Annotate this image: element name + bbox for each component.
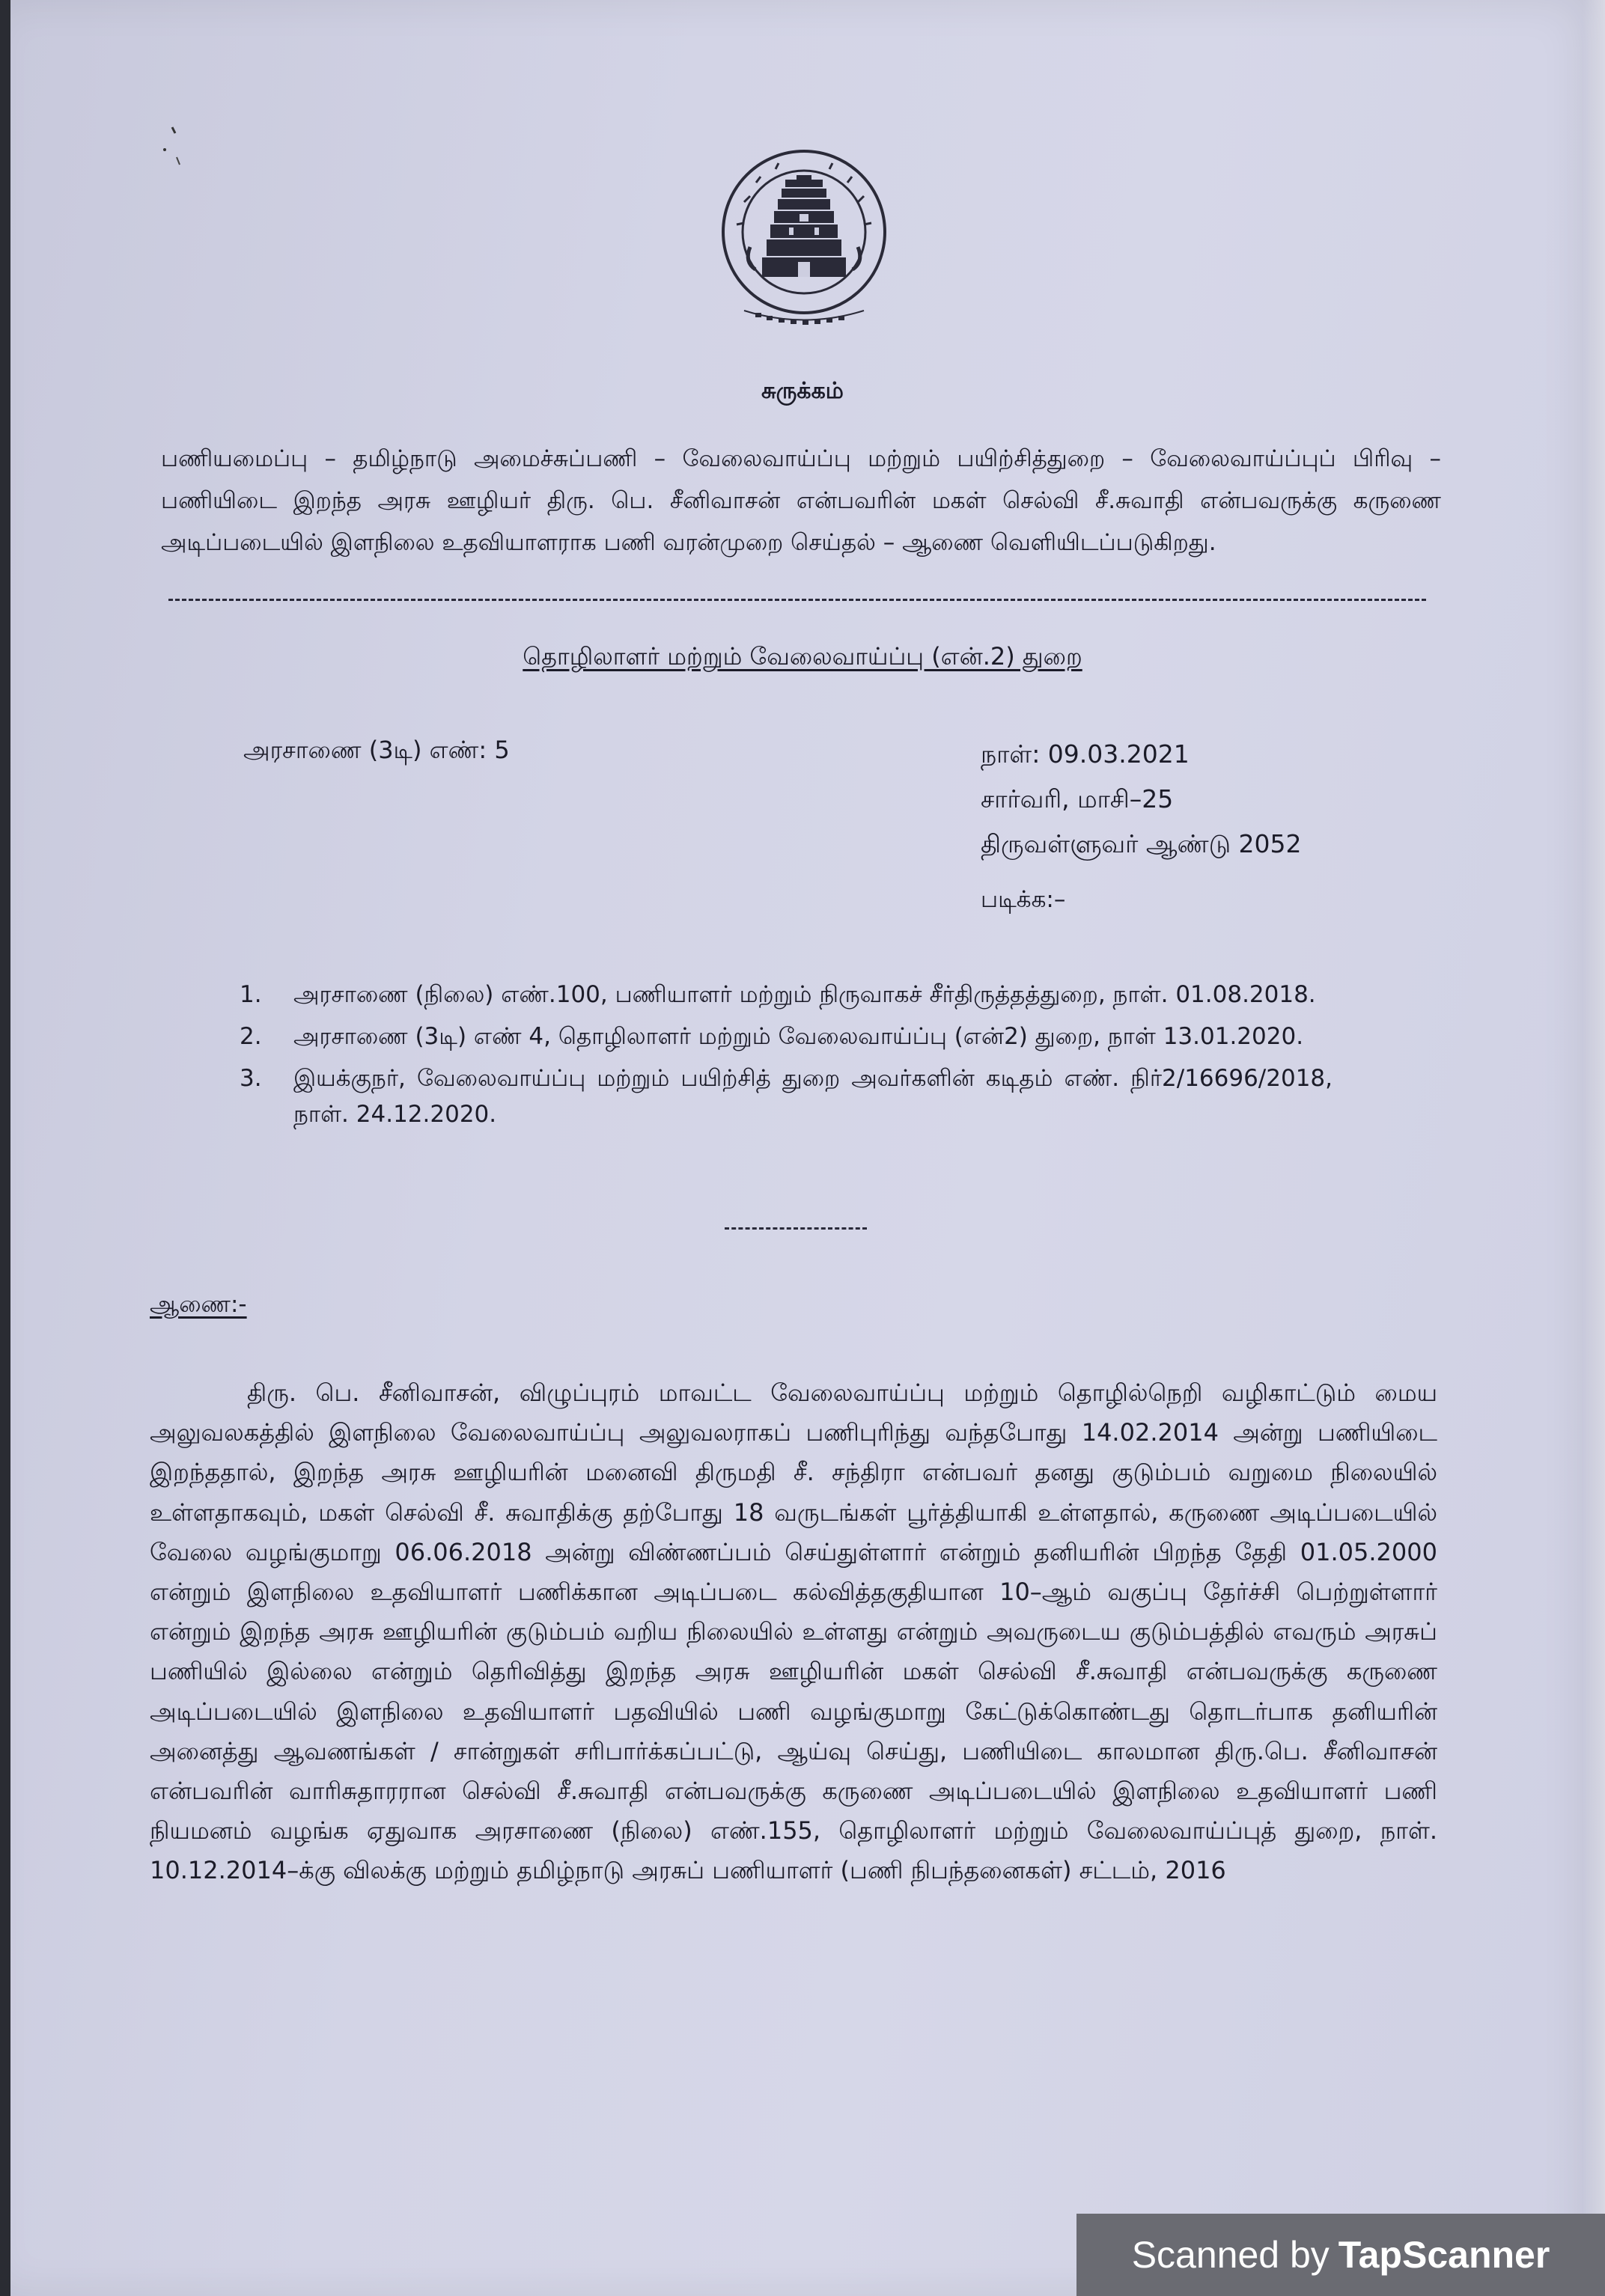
reference-list bbox=[240, 977, 1333, 1138]
document-heading: சுருக்கம் bbox=[761, 378, 844, 404]
reference-text: அரசாணை (நிலை) எண்.100, பணியாளர் மற்றும் நிருவாகச் சீர்திருத்தத்துறை, நாள். 01.08.2018. bbox=[293, 981, 1316, 1008]
read-label: படிக்க:– bbox=[981, 886, 1066, 913]
order-label: ஆணை:- bbox=[150, 1291, 247, 1318]
page-edge-shadow bbox=[1583, 0, 1605, 2296]
reference-number: 2. bbox=[240, 1023, 262, 1050]
watermark-prefix: Scanned by bbox=[1131, 2234, 1330, 2276]
reference-number: 1. bbox=[240, 981, 262, 1008]
stray-pen-marks bbox=[150, 120, 210, 187]
reference-item bbox=[240, 977, 1333, 1013]
tamil-date: சார்வரி, மாசி–25 bbox=[981, 784, 1174, 813]
thiruvalluvar-year: திருவள்ளுவர் ஆண்டு 2052 bbox=[981, 829, 1302, 858]
reference-number: 3. bbox=[240, 1065, 262, 1092]
temple-seal-icon bbox=[714, 150, 894, 337]
reference-text: அரசாணை (3டி) எண் 4, தொழிலாளர் மற்றும் வேலைவாய்ப்பு (என்2) துறை, நாள் 13.01.2020. bbox=[293, 1023, 1304, 1050]
document-page bbox=[10, 0, 1605, 2296]
government-order-number: அரசாணை (3டி) எண்: 5 bbox=[243, 736, 510, 764]
scanner-watermark bbox=[1076, 2214, 1605, 2296]
order-date: நாள்: 09.03.2021 bbox=[981, 739, 1190, 769]
date-block bbox=[981, 732, 1302, 922]
department-title: தொழிலாளர் மற்றும் வேலைவாய்ப்பு (என்.2) துறை bbox=[523, 642, 1082, 671]
tamil-nadu-emblem bbox=[714, 150, 894, 337]
reference-item bbox=[240, 1060, 1333, 1132]
watermark-brand: TapScanner bbox=[1338, 2234, 1550, 2276]
order-body: திரு. பெ. சீனிவாசன், விழுப்புரம் மாவட்ட வேலைவாய்ப்பு மற்றும் தொழில்நெறி வழிகாட்டும் மைய அலுவலகத்தில் இளநிலை வேலைவாய்ப்பு அலுவலராகப் பணிபுரிந்து வந்தபோது 14.02.2014 அன்று பணியிடை இறந்ததால், இறந்த அரசு ஊழியரின் மனைவி திருமதி சீ. சந்திரா என்பவர் தனது குடும்பம் வறுமை நிலையில் உள்ளதாகவும், மகள் செல்வி சீ. சுவாதிக்கு தற்போது 18 வருடங்கள் பூர்த்தியாகி உள்ளதால், கருணை அடிப்படையில் வேலை வழங்குமாறு 06.06.2018 அன்று விண்ணப்பம் செய்துள்ளார் என்றும் தனியரின் பிறந்த தேதி 01.05.2000 என்றும் இளநிலை உதவியாளர் பணிக்கான அடிப்படை கல்வித்தகுதியான 10–ஆம் வகுப்பு தேர்ச்சி பெற்றுள்ளார் என்றும் இறந்த அரசு ஊழியரின் குடும்பம் வறிய நிலையில் உள்ளது என்றும் அவருடைய குடும்பத்தில் எவரும் அரசுப் பணியில் இல்லை என்றும் தெரிவித்து இறந்த அரசு ஊழியரின் மகள் செல்வி சீ.சுவாதி என்பவருக்கு கருணை அடிப்படையில் இளநிலை உதவியாளர் பதவியில் பணி வழங்குமாறு கேட்டுக்கொண்டது தொடர்பாக தனியரின் அனைத்து ஆவணங்கள் / சான்றுகள் சரிபார்க்கப்பட்டு, ஆய்வு செய்து, பணியிடை காலமான திரு.பெ. சீனிவாசன் என்பவரின் வாரிசுதாரரான செல்வி சீ.சுவாதி என்பவருக்கு கருணை அடிப்படையில் இளநிலை உதவியாளர் பணி நியமனம் வழங்க ஏதுவாக அரசாணை (நிலை) எண்.155, தொழிலாளர் மற்றும் வேலைவாய்ப்புத் துறை, நாள். 10.12.2014–க்கு விலக்கு மற்றும் தமிழ்நாடு அரசுப் பணியாளர் (பணி நிபந்தனைகள்) சட்டம், 2016 bbox=[150, 1378, 1438, 1885]
reference-text: இயக்குநர், வேலைவாய்ப்பு மற்றும் பயிற்சித் துறை அவர்களின் கடிதம் எண். நிர்2/16696/2018, நாள். 24.12.2020. bbox=[293, 1065, 1333, 1128]
subject-summary: பணியமைப்பு – தமிழ்நாடு அமைச்சுப்பணி – வேலைவாய்ப்பு மற்றும் பயிற்சித்துறை – வேலைவாய்ப்புப் பிரிவு – பணியிடை இறந்த அரசு ஊழியர் திரு. பெ. சீனிவாசன் என்பவரின் மகள் செல்வி சீ.சுவாதி என்பவருக்கு கருணை அடிப்படையில் இளநிலை உதவியாளராக பணி வரன்முறை செய்தல் – ஆணை வெளியிடப்படுகிறது. bbox=[161, 445, 1441, 556]
references-end-separator bbox=[725, 1227, 867, 1230]
reference-item bbox=[240, 1019, 1333, 1054]
dashed-separator bbox=[168, 599, 1426, 601]
